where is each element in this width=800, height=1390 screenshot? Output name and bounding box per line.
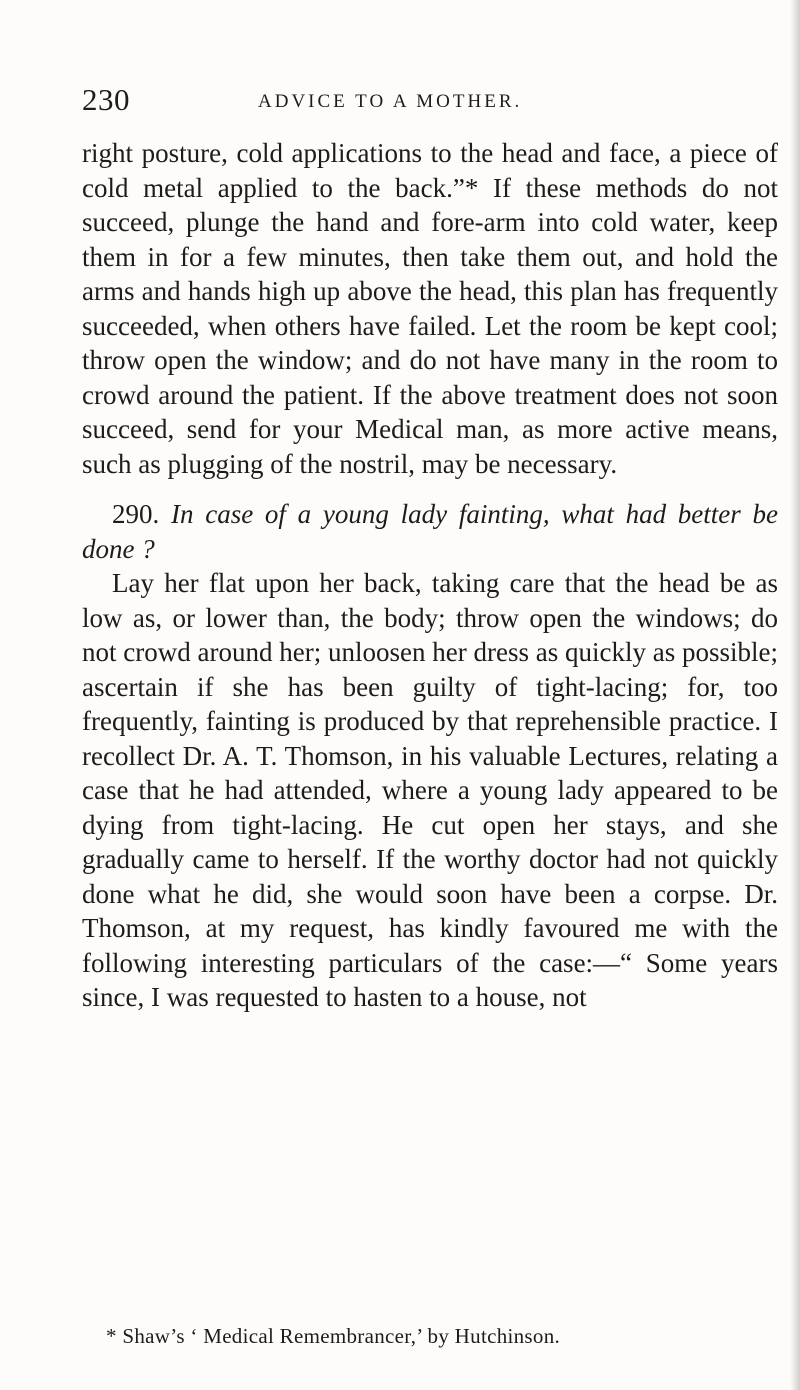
answer-paragraph: Lay her flat upon her back, taking care that the head be as low as, or lower than, the body; throw open the windows; do not crowd around her; unloosen her dress as quickly as possible; ascertain if she has been guilty of tight-lacing; for, too frequently, fainting is produced by that reprehensible practice. I recollect Dr. A. T. Thomson, in his valuable Lectures, relating a case that he had attended, where a young lady appeared to be dying from tight-lacing. He cut open her stays, and she gradually came to herself. If the worthy doctor had not quickly done what he did, she would soon have been a corpse. Dr. Thomson, at my request, has kindly favoured me with the following interesting particulars of the case:—“ Some years since, I was requested to hasten to a house, not xyxy=(82,568,778,1012)
question-paragraph xyxy=(82,497,778,566)
body-text xyxy=(82,136,778,1015)
paragraph-continuation: right posture, cold applications to the head and face, a piece of cold metal applied to the back.”* If these methods do not succeed, plunge the hand and fore-arm into cold water, keep them in for a few minutes, then take them out, and hold the arms and hands high up above the head, this plan has frequently succeeded, when others have failed. Let the room be kept cool; throw open the window; and do not have many in the room to crowd around the patient. If the above treatment does not soon succeed, send for your Medical man, as more active means, such as plugging of the nostril, may be necessary. xyxy=(82,138,778,479)
footnote: * Shaw’s ‘ Medical Remembrancer,’ by Hutchinson. xyxy=(106,1324,561,1348)
question-text: In case of a young lady fainting, what had better be done ? xyxy=(82,499,778,564)
question-number: 290. xyxy=(112,499,160,529)
page-header xyxy=(82,82,782,122)
page-number: 230 xyxy=(82,82,130,117)
page-edge-shadow xyxy=(790,0,800,1390)
running-head: ADVICE TO A MOTHER. xyxy=(258,91,523,112)
